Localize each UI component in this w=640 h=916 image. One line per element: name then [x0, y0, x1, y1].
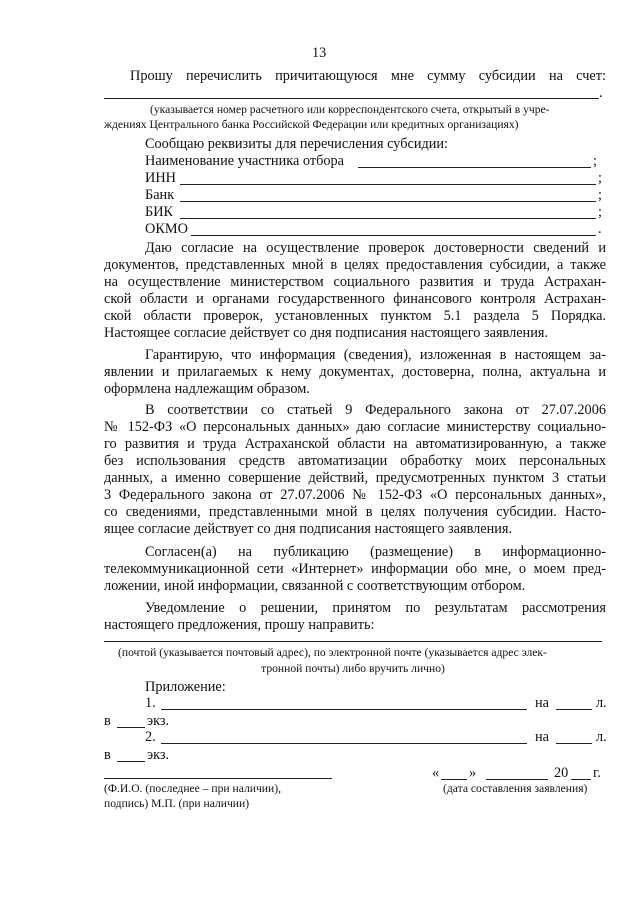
- attachment-2-copies: экз.: [147, 747, 170, 763]
- attachment-2-copies-line: [117, 761, 145, 762]
- guarantee-line-2: явлении и прилагаемых к нему документах, достоверна, полна, актуальна и: [104, 364, 606, 380]
- attachment-1-sheets: л.: [596, 695, 607, 711]
- attachment-2-sheets-line: [556, 743, 592, 744]
- attachment-1-number: 1.: [145, 695, 156, 711]
- account-hint-line-1: (указывается номер расчетного или корреспондентского счета, открытый в учре-: [150, 103, 550, 116]
- field-line-bik: [180, 218, 596, 219]
- consent-checks-line-6: Настоящее согласие действует со дня подписания настоящего заявления.: [104, 325, 549, 341]
- signature-line: [104, 778, 332, 779]
- attachment-1-name-line: [161, 709, 527, 710]
- attachment-1-copies: экз.: [147, 713, 170, 729]
- field-line-participant: [358, 167, 591, 168]
- attachment-2-in: в: [104, 747, 111, 763]
- field-end-participant: ;: [593, 153, 597, 169]
- field-line-okmo: [191, 235, 596, 236]
- date-day-line: [441, 779, 467, 780]
- personal-data-line-7: со сведениями, представленными мной в целях получения субсидии. Насто-: [104, 504, 606, 520]
- guarantee-line-1: Гарантирую, что информация (сведения), изложенная в настоящем за-: [145, 347, 606, 363]
- consent-checks-line-2: документов, представленных мной в целях предоставления субсидии, а также: [104, 257, 606, 273]
- consent-checks-line-3: на осуществление министерством социального развития и труда Астрахан-: [104, 274, 606, 290]
- date-caption: (дата составления заявления): [443, 782, 588, 795]
- attachment-2-name-line: [161, 743, 527, 744]
- date-month-line: [486, 779, 548, 780]
- transfer-request-heading: Прошу перечислить причитающуюся мне сумму субсидии на счет:: [130, 68, 606, 84]
- name-caption: (Ф.И.О. (последнее – при наличии),: [104, 782, 281, 795]
- notification-line-1: Уведомление о решении, принятом по результатам рассмотрения: [145, 600, 606, 616]
- field-line-inn: [180, 184, 596, 185]
- personal-data-line-2: № 152-ФЗ «О персональных данных» даю согласие министерству социально-: [104, 419, 606, 435]
- personal-data-line-6: 3 Федерального закона от 27.07.2006 № 152-ФЗ «О персональных данных»,: [104, 487, 606, 503]
- field-line-bank: [180, 201, 596, 202]
- notification-hint-line-2: тронной почты) либо вручить лично): [261, 662, 445, 675]
- publication-line-1: Согласен(а) на публикацию (размещение) в информационно-: [145, 544, 606, 560]
- requisites-intro: Сообщаю реквизиты для перечисления субсидии:: [145, 136, 449, 152]
- publication-line-2: телекоммуникационной сети «Интернет» информации обо мне, о моем пред-: [104, 561, 606, 577]
- field-label-participant: Наименование участника отбора: [145, 153, 344, 169]
- field-end-inn: ;: [598, 170, 602, 186]
- consent-checks-line-5: ской области проверок, установленных пунктом 5.1 раздела 5 Порядка.: [104, 308, 606, 324]
- attachment-1-sheets-line: [556, 709, 592, 710]
- date-year-prefix: 20: [554, 765, 569, 781]
- attachment-2-sheets: л.: [596, 729, 607, 745]
- notification-line-2: настоящего предложения, прошу направить:: [104, 617, 375, 633]
- date-open-quote: «: [432, 765, 440, 781]
- attachments-title: Приложение:: [145, 679, 226, 695]
- field-label-bik: БИК: [145, 204, 174, 220]
- field-end-bik: ;: [598, 204, 602, 220]
- page-number: 13: [312, 45, 327, 61]
- personal-data-line-5: данных, а именно совершение действий, предусмотренных пунктом 3 статьи: [104, 470, 606, 486]
- guarantee-line-3: оформлена надлежащим образом.: [104, 381, 310, 397]
- attachment-1-copies-line: [117, 727, 145, 728]
- publication-line-3: ложении, иной информации, связанной с соответствующим отбором.: [104, 578, 526, 594]
- field-end-okmo: .: [598, 221, 602, 237]
- account-line-end: .: [599, 85, 603, 101]
- field-label-bank: Банк: [145, 187, 175, 203]
- notification-hint-line-1: (почтой (указывается почтовый адрес), по электронной почте (указывается адрес элек-: [118, 646, 547, 659]
- field-end-bank: ;: [598, 187, 602, 203]
- account-number-line: [104, 98, 599, 99]
- personal-data-line-3: го развития и труда Астраханской области на автоматизированную, а также: [104, 436, 606, 452]
- personal-data-line-1: В соответствии со статьей 9 Федерального закона от 27.07.2006: [145, 402, 606, 418]
- account-hint-line-2: ждениях Центрального банка Российской Федерации или кредитных организациях): [104, 118, 519, 131]
- date-close-quote: »: [469, 765, 477, 781]
- attachment-2-number: 2.: [145, 729, 156, 745]
- notification-address-line: [104, 641, 602, 642]
- field-label-inn: ИНН: [145, 170, 176, 186]
- attachment-1-in: в: [104, 713, 111, 729]
- personal-data-line-4: без использования средств автоматизации обработку моих персональных: [104, 453, 606, 469]
- personal-data-line-8: ящее согласие действует со дня подписания настоящего заявления.: [104, 521, 513, 537]
- date-year-line: [571, 779, 591, 780]
- attachment-2-on: на: [535, 729, 549, 745]
- date-year-suffix: г.: [593, 765, 601, 781]
- consent-checks-line-4: ской области и органами государственного финансового контроля Астрахан-: [104, 291, 606, 307]
- field-label-okmo: ОКМО: [145, 221, 188, 237]
- consent-checks-line-1: Даю согласие на осуществление проверок достоверности сведений и: [145, 240, 606, 256]
- attachment-1-on: на: [535, 695, 549, 711]
- sign-caption: подпись) М.П. (при наличии): [104, 797, 250, 810]
